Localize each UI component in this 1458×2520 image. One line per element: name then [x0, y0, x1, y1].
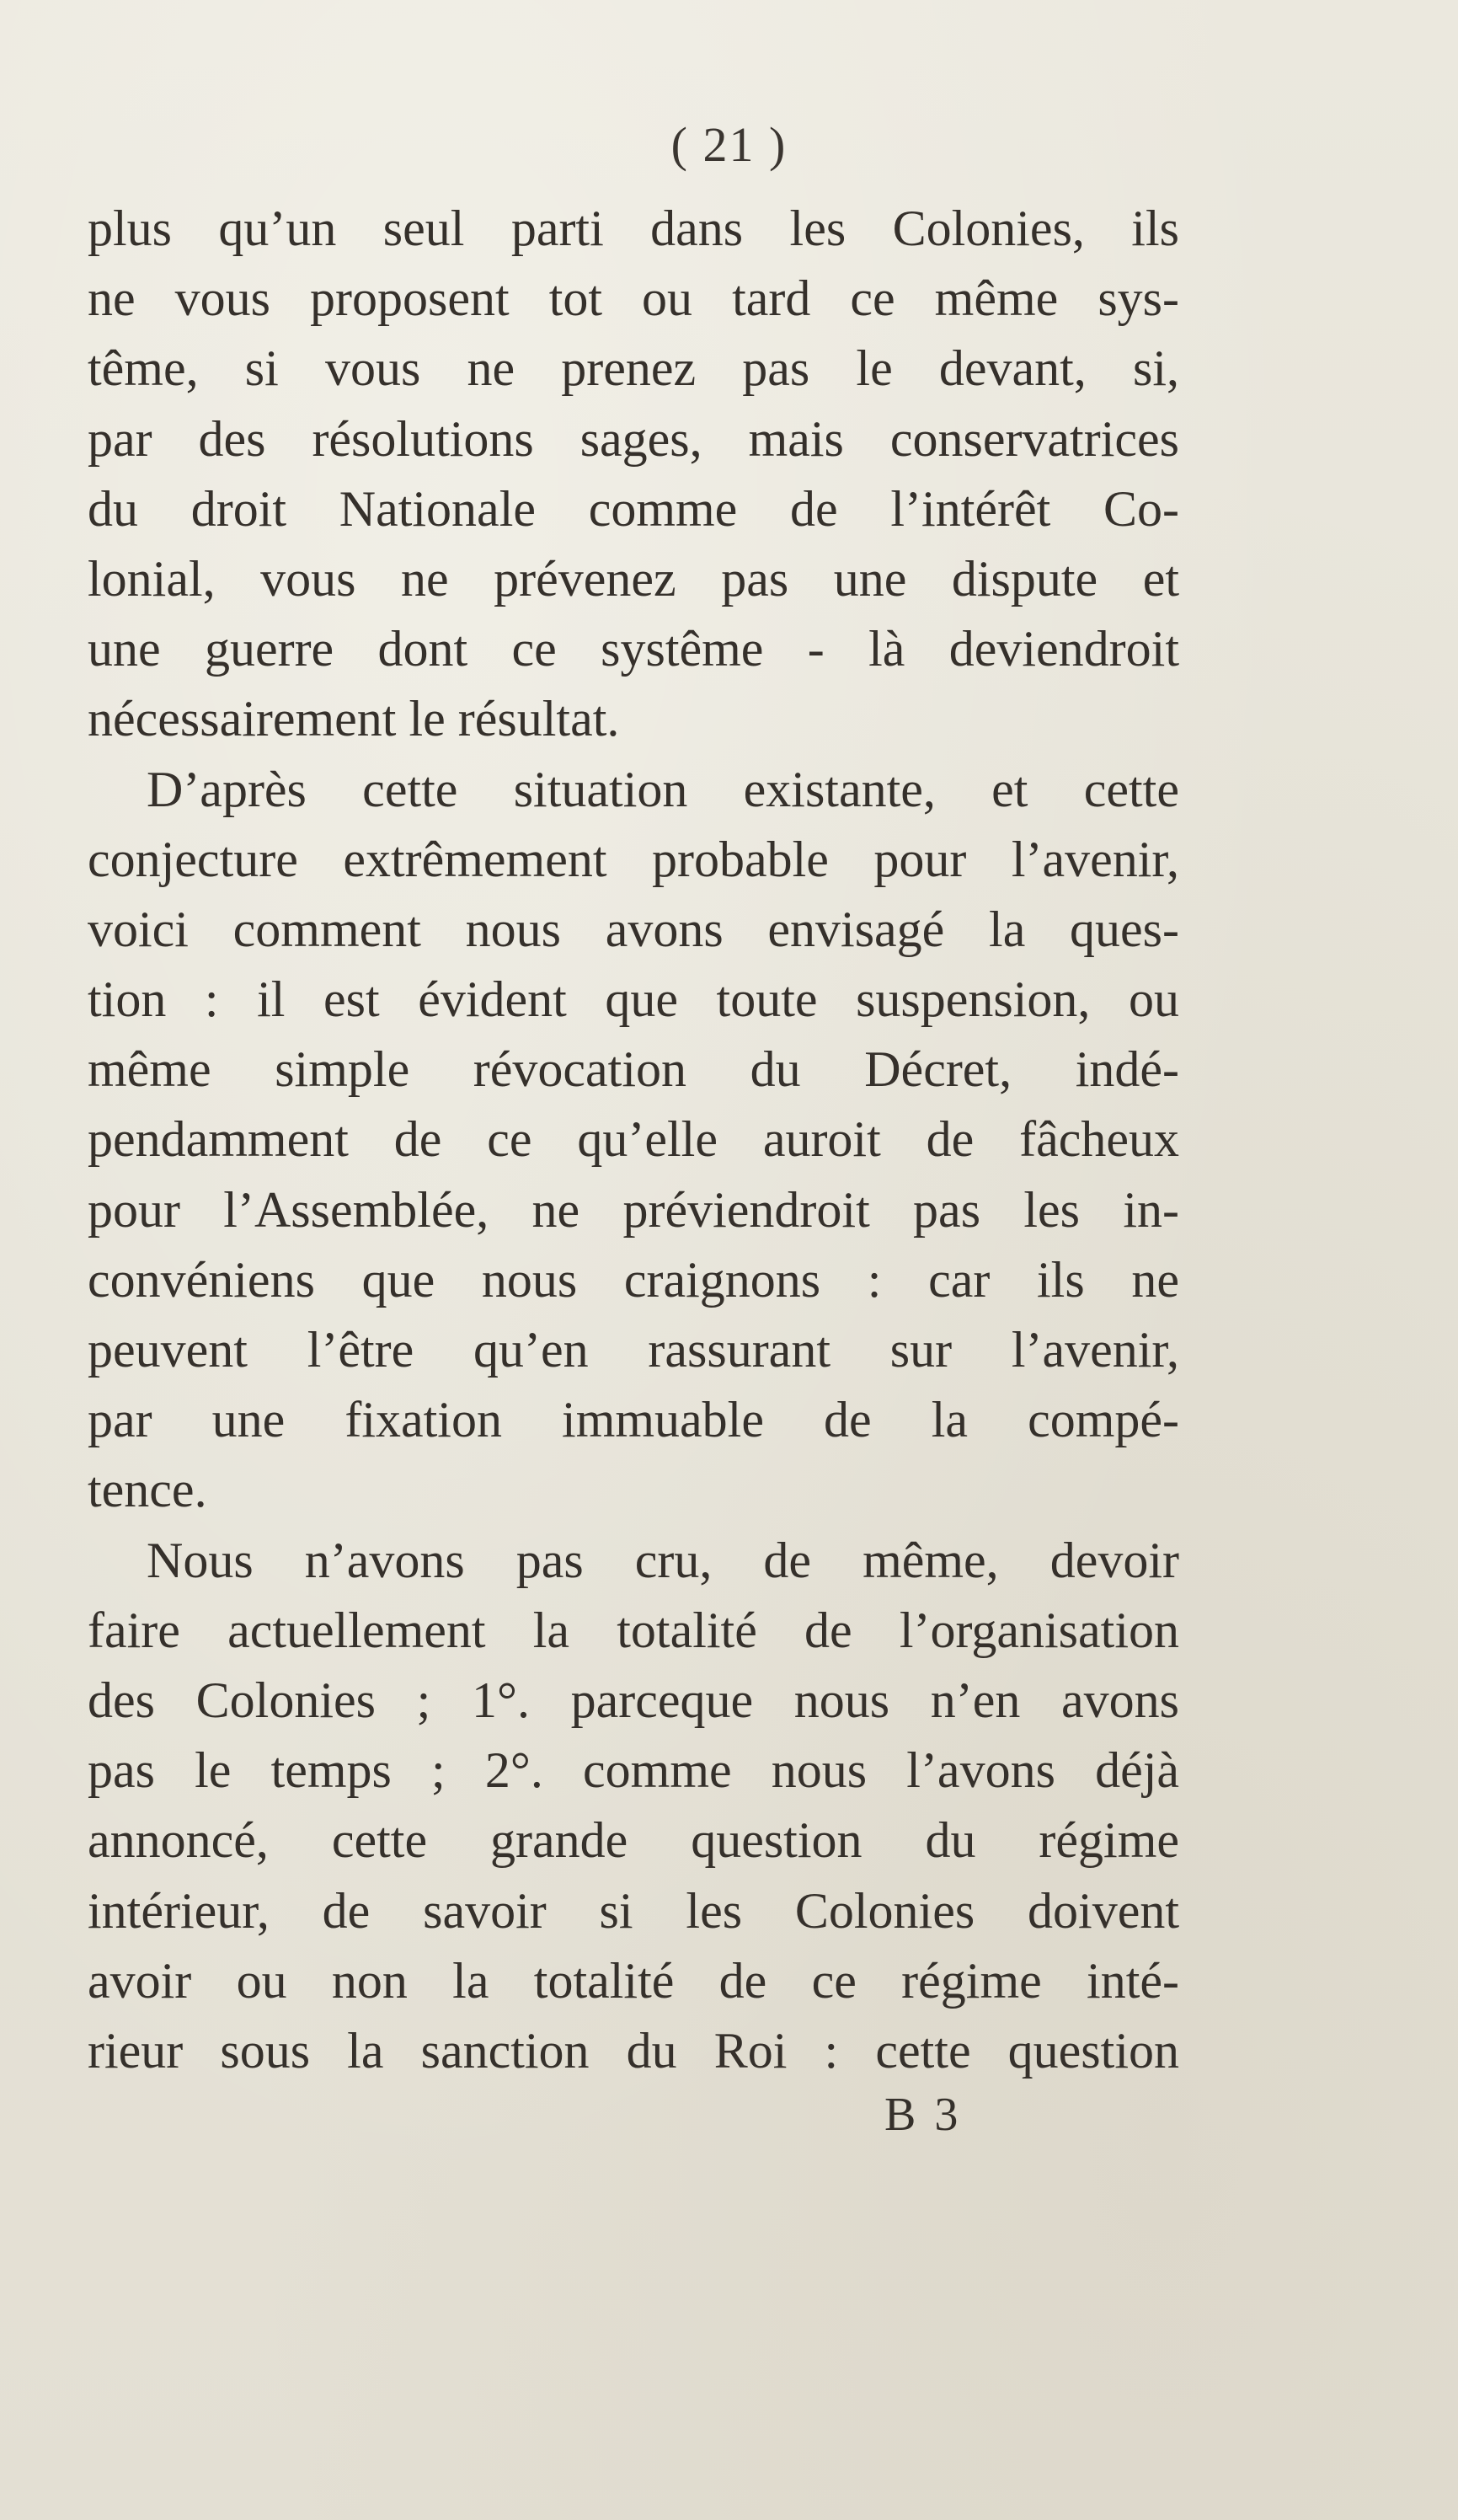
paragraph-start-line: D’après cette situation existante, et cette [147, 761, 1179, 817]
text-line: par des résolutions sages, mais conservatrices [88, 410, 1179, 467]
signature-mark: B 3 [884, 2089, 962, 2141]
text-line: ne vous proposent tot ou tard ce même sys- [88, 270, 1179, 327]
text-line: intérieur, de savoir si les Colonies doivent [88, 1882, 1179, 1939]
text-line: rieur sous la sanction du Roi : cette question [88, 2022, 1179, 2079]
text-line: avoir ou non la totalité de ce régime inté- [88, 1952, 1179, 2009]
text-line: une guerre dont ce systême - là deviendroit [88, 621, 1179, 677]
text-line: voici comment nous avons envisagé la ques- [88, 901, 1179, 957]
text-line: même simple révocation du Décret, indé- [88, 1041, 1179, 1098]
text-line: pour l’Assemblée, ne préviendroit pas les in- [88, 1181, 1179, 1238]
text-line: annoncé, cette grande question du régime [88, 1812, 1179, 1869]
text-line: par une fixation immuable de la compé- [88, 1392, 1179, 1448]
page-number: ( 21 ) [670, 117, 788, 172]
paragraph-start-line: Nous n’avons pas cru, de même, devoir [147, 1532, 1179, 1588]
text-line: pendamment de ce qu’elle auroit de fâcheux [88, 1111, 1179, 1168]
body-text [88, 194, 1179, 2086]
text-line: pas le temps ; 2°. comme nous l’avons déjà [88, 1742, 1179, 1799]
text-line: des Colonies ; 1°. parceque nous n’en avons [88, 1672, 1179, 1728]
text-line: peuvent l’être qu’en rassurant sur l’avenir, [88, 1322, 1179, 1378]
text-line: tence. [88, 1462, 207, 1518]
text-line: faire actuellement la totalité de l’organisation [88, 1602, 1179, 1658]
text-line: plus qu’un seul parti dans les Colonies, ils [88, 201, 1179, 256]
text-line: conjecture extrêmement probable pour l’avenir, [88, 831, 1179, 887]
text-line: du droit Nationale comme de l’intérêt Co- [88, 480, 1179, 537]
text-line: tion : il est évident que toute suspension, ou [88, 971, 1179, 1028]
text-line: lonial, vous ne prévenez pas une dispute et [88, 550, 1179, 607]
text-line: tême, si vous ne prenez pas le devant, si, [88, 340, 1179, 397]
text-line: convéniens que nous craignons : car ils ne [88, 1251, 1179, 1308]
text-line: nécessairement le résultat. [88, 691, 620, 747]
